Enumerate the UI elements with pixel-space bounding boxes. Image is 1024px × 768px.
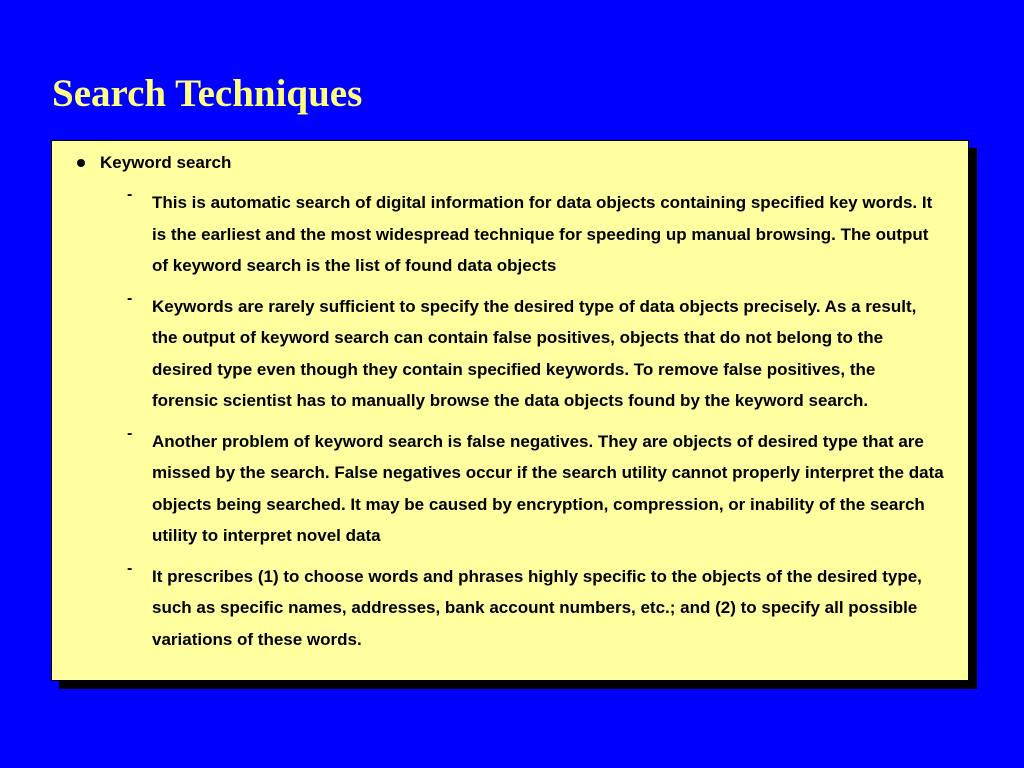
sub-item — [52, 426, 968, 552]
dash-marker: - — [127, 424, 133, 442]
dash-marker: - — [127, 289, 133, 307]
bullet-item — [52, 151, 968, 175]
sub-item-text: It prescribes (1) to choose words and phrases highly specific to the objects of the desired type, such as specific names, addresses, bank account numbers, etc.; and (2) to specify all possible variations of these words. — [152, 566, 922, 649]
sub-item-text: Another problem of keyword search is false negatives. They are objects of desired type that are missed by the search. False negatives occur if the search utility cannot properly interpret the data objects being searched. It may be caused by encryption, compression, or inability of the search utility to interpret novel data — [152, 431, 944, 545]
dash-marker: - — [127, 559, 133, 577]
sub-item — [52, 561, 968, 656]
bullet-label: Keyword search — [100, 153, 232, 172]
dash-marker: - — [127, 186, 133, 203]
sub-item-list — [52, 187, 968, 664]
sub-item — [52, 187, 968, 282]
content-box — [51, 140, 969, 681]
slide-title: Search Techniques — [52, 72, 363, 115]
sub-item-text: Keywords are rarely sufficient to specify the desired type of data objects precisely. As a result, the output of keyword search can contain false positives, objects that do not belong to the desired type even though they contain specified keywords. To remove false positives, the forensic scientist has to manually browse the data objects found by the keyword search. — [152, 296, 917, 410]
sub-item — [52, 291, 968, 417]
sub-item-text: This is automatic search of digital information for data objects containing specified key words. It is the earliest and the most widespread technique for speeding up manual browsing. The output of keyword search is the list of found data objects — [152, 193, 933, 275]
bullet-dot-icon — [77, 159, 85, 167]
